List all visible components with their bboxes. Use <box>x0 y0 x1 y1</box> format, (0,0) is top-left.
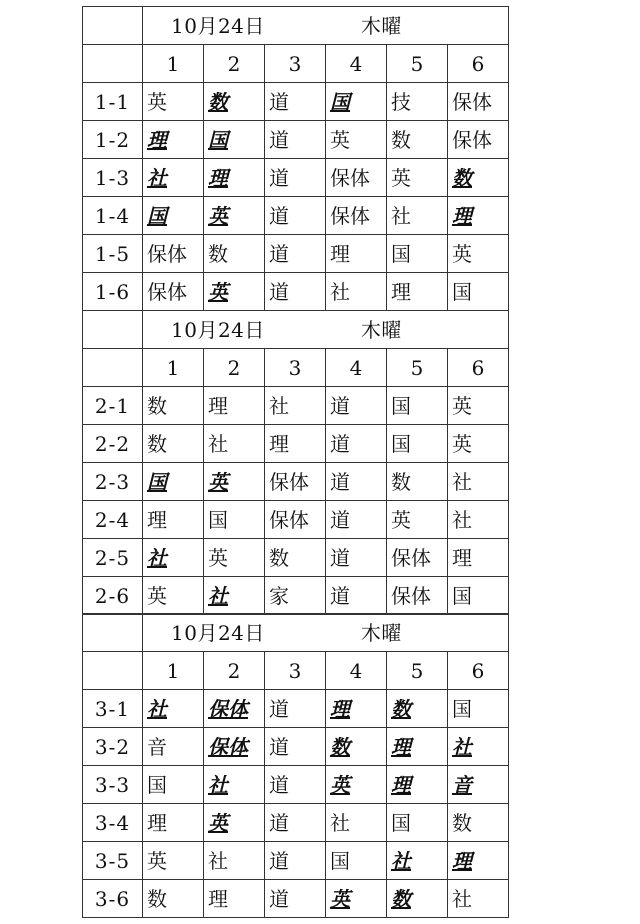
subject-cell-changed: 社 <box>204 577 265 615</box>
subject-cell-changed: 理 <box>387 766 448 804</box>
subject-cell: 国 <box>326 842 387 880</box>
corner-cell <box>83 311 143 349</box>
class-label: 2-3 <box>83 463 143 501</box>
subject-cell: 国 <box>387 387 448 425</box>
class-label: 2-4 <box>83 501 143 539</box>
period-header-row <box>83 45 509 83</box>
subject-cell: 道 <box>265 842 326 880</box>
subject-cell: 英 <box>326 121 387 159</box>
title-row <box>83 614 509 652</box>
subject-cell: 数 <box>387 463 448 501</box>
period-header: 6 <box>448 349 509 387</box>
subject-cell-changed: 社 <box>448 728 509 766</box>
subject-cell: 道 <box>265 83 326 121</box>
subject-cell-changed: 英 <box>326 766 387 804</box>
subject-cell-changed: 理 <box>143 121 204 159</box>
subject-cell: 保体 <box>387 539 448 577</box>
subject-cell: 英 <box>143 842 204 880</box>
class-row <box>83 121 509 159</box>
class-label: 2-2 <box>83 425 143 463</box>
weekday-label: 木曜 <box>360 620 402 645</box>
subject-cell: 理 <box>143 804 204 842</box>
subject-cell-changed: 社 <box>143 690 204 728</box>
class-row <box>83 804 509 842</box>
date-label: 10月24日 <box>171 620 265 645</box>
subject-cell: 音 <box>143 728 204 766</box>
subject-cell-changed: 社 <box>204 766 265 804</box>
subject-cell: 数 <box>143 387 204 425</box>
weekday-label: 木曜 <box>360 13 402 38</box>
subject-cell: 保体 <box>326 197 387 235</box>
subject-cell: 道 <box>265 197 326 235</box>
period-header: 1 <box>143 652 204 690</box>
subject-cell: 英 <box>143 83 204 121</box>
class-label: 2-6 <box>83 577 143 615</box>
class-label: 1-5 <box>83 235 143 273</box>
class-row <box>83 197 509 235</box>
period-header: 1 <box>143 349 204 387</box>
class-row <box>83 577 509 615</box>
period-header: 3 <box>265 652 326 690</box>
title-row <box>83 7 509 45</box>
subject-cell-changed: 英 <box>204 273 265 311</box>
class-row <box>83 159 509 197</box>
class-row <box>83 501 509 539</box>
subject-cell: 社 <box>204 842 265 880</box>
subject-cell-changed: 数 <box>448 159 509 197</box>
subject-cell: 保体 <box>143 235 204 273</box>
date-title <box>143 311 509 349</box>
weekday-label: 木曜 <box>360 317 402 342</box>
subject-cell: 英 <box>448 235 509 273</box>
class-label: 2-5 <box>83 539 143 577</box>
period-header: 6 <box>448 652 509 690</box>
subject-cell: 理 <box>204 387 265 425</box>
class-label: 1-3 <box>83 159 143 197</box>
date-title <box>143 614 509 652</box>
subject-cell-changed: 社 <box>143 159 204 197</box>
subject-cell: 理 <box>387 273 448 311</box>
subject-cell-changed: 英 <box>326 880 387 918</box>
period-header-row <box>83 349 509 387</box>
period-header: 5 <box>387 652 448 690</box>
class-label: 1-4 <box>83 197 143 235</box>
period-header: 3 <box>265 349 326 387</box>
subject-cell-changed: 社 <box>387 842 448 880</box>
subject-cell: 道 <box>265 159 326 197</box>
timetable-grade-1 <box>82 6 509 311</box>
subject-cell: 国 <box>448 690 509 728</box>
subject-cell: 数 <box>143 880 204 918</box>
subject-cell: 保体 <box>265 463 326 501</box>
subject-cell: 国 <box>387 425 448 463</box>
subject-cell: 道 <box>326 463 387 501</box>
period-header: 4 <box>326 349 387 387</box>
class-label: 3-4 <box>83 804 143 842</box>
subject-cell-changed: 数 <box>387 690 448 728</box>
subject-cell: 道 <box>326 577 387 615</box>
subject-cell: 道 <box>265 690 326 728</box>
subject-cell: 社 <box>265 387 326 425</box>
subject-cell-changed: 音 <box>448 766 509 804</box>
subject-cell-changed: 社 <box>143 539 204 577</box>
subject-cell: 理 <box>265 425 326 463</box>
subject-cell-changed: 理 <box>326 690 387 728</box>
class-label: 1-6 <box>83 273 143 311</box>
subject-cell: 数 <box>448 804 509 842</box>
subject-cell: 保体 <box>143 273 204 311</box>
period-header: 2 <box>204 349 265 387</box>
class-row <box>83 83 509 121</box>
subject-cell: 理 <box>448 539 509 577</box>
period-header: 5 <box>387 349 448 387</box>
corner-cell <box>83 614 143 652</box>
subject-cell-changed: 英 <box>204 197 265 235</box>
subject-cell: 家 <box>265 577 326 615</box>
class-row <box>83 766 509 804</box>
subject-cell: 保体 <box>448 83 509 121</box>
subject-cell: 英 <box>387 501 448 539</box>
class-label: 3-3 <box>83 766 143 804</box>
subject-cell-changed: 理 <box>204 159 265 197</box>
subject-cell: 道 <box>265 804 326 842</box>
subject-cell-changed: 英 <box>204 804 265 842</box>
subject-cell: 数 <box>204 235 265 273</box>
period-header: 4 <box>326 45 387 83</box>
class-label: 1-1 <box>83 83 143 121</box>
subject-cell: 数 <box>265 539 326 577</box>
subject-cell: 道 <box>326 539 387 577</box>
period-header: 5 <box>387 45 448 83</box>
class-label: 3-6 <box>83 880 143 918</box>
corner-cell <box>83 7 143 45</box>
subject-cell: 英 <box>204 539 265 577</box>
period-header: 2 <box>204 45 265 83</box>
subject-cell-changed: 数 <box>326 728 387 766</box>
date-label: 10月24日 <box>171 317 265 342</box>
subject-cell: 英 <box>448 387 509 425</box>
period-header: 6 <box>448 45 509 83</box>
timetable-grade-2 <box>82 310 509 615</box>
subject-cell-changed: 数 <box>204 83 265 121</box>
subject-cell: 社 <box>448 880 509 918</box>
subject-cell: 保体 <box>265 501 326 539</box>
subject-cell-changed: 理 <box>448 842 509 880</box>
class-label: 3-5 <box>83 842 143 880</box>
subject-cell: 道 <box>265 766 326 804</box>
subject-cell: 道 <box>265 273 326 311</box>
class-row <box>83 842 509 880</box>
subject-cell: 数 <box>387 121 448 159</box>
subject-cell: 英 <box>143 577 204 615</box>
subject-cell: 英 <box>387 159 448 197</box>
subject-cell: 技 <box>387 83 448 121</box>
class-row <box>83 728 509 766</box>
class-label: 2-1 <box>83 387 143 425</box>
subject-cell: 国 <box>204 501 265 539</box>
class-row <box>83 235 509 273</box>
corner-cell <box>83 349 143 387</box>
subject-cell: 国 <box>448 577 509 615</box>
subject-cell: 社 <box>387 197 448 235</box>
period-header: 4 <box>326 652 387 690</box>
subject-cell: 理 <box>143 501 204 539</box>
class-row <box>83 690 509 728</box>
subject-cell: 数 <box>143 425 204 463</box>
class-label: 3-2 <box>83 728 143 766</box>
subject-cell: 社 <box>204 425 265 463</box>
class-label: 3-1 <box>83 690 143 728</box>
corner-cell <box>83 45 143 83</box>
period-header: 3 <box>265 45 326 83</box>
subject-cell: 社 <box>326 273 387 311</box>
subject-cell-changed: 国 <box>326 83 387 121</box>
date-title <box>143 7 509 45</box>
subject-cell: 道 <box>265 728 326 766</box>
corner-cell <box>83 652 143 690</box>
subject-cell-changed: 国 <box>204 121 265 159</box>
class-row <box>83 463 509 501</box>
subject-cell: 理 <box>204 880 265 918</box>
subject-cell: 道 <box>326 387 387 425</box>
subject-cell-changed: 数 <box>387 880 448 918</box>
subject-cell: 保体 <box>387 577 448 615</box>
subject-cell: 社 <box>448 463 509 501</box>
subject-cell: 国 <box>143 766 204 804</box>
subject-cell: 国 <box>387 804 448 842</box>
subject-cell-changed: 理 <box>387 728 448 766</box>
subject-cell: 保体 <box>326 159 387 197</box>
subject-cell-changed: 保体 <box>204 690 265 728</box>
subject-cell-changed: 国 <box>143 197 204 235</box>
subject-cell: 道 <box>265 235 326 273</box>
subject-cell: 理 <box>326 235 387 273</box>
timetable-grade-3 <box>82 613 509 918</box>
subject-cell-changed: 国 <box>143 463 204 501</box>
title-row <box>83 311 509 349</box>
subject-cell-changed: 理 <box>448 197 509 235</box>
class-row <box>83 273 509 311</box>
class-row <box>83 387 509 425</box>
subject-cell: 国 <box>448 273 509 311</box>
subject-cell: 国 <box>387 235 448 273</box>
subject-cell: 道 <box>265 880 326 918</box>
date-label: 10月24日 <box>171 13 265 38</box>
subject-cell: 保体 <box>448 121 509 159</box>
period-header: 2 <box>204 652 265 690</box>
subject-cell-changed: 保体 <box>204 728 265 766</box>
subject-cell: 道 <box>265 121 326 159</box>
subject-cell: 英 <box>448 425 509 463</box>
subject-cell: 道 <box>326 501 387 539</box>
subject-cell: 道 <box>326 425 387 463</box>
class-row <box>83 425 509 463</box>
period-header: 1 <box>143 45 204 83</box>
subject-cell: 社 <box>326 804 387 842</box>
subject-cell: 社 <box>448 501 509 539</box>
class-row <box>83 539 509 577</box>
class-row <box>83 880 509 918</box>
class-label: 1-2 <box>83 121 143 159</box>
subject-cell-changed: 英 <box>204 463 265 501</box>
period-header-row <box>83 652 509 690</box>
